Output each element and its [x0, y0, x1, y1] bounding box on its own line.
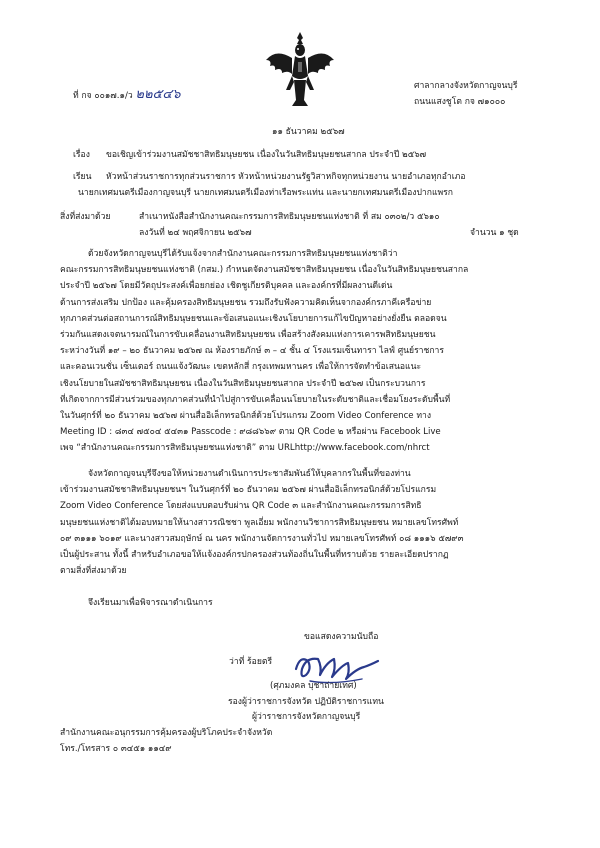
document-number: ที่ กจ ๐๐๑๗.๑/ว ๒๒๕๔๖: [73, 87, 181, 102]
paragraph-line: ระหว่างวันที่ ๑๙ – ๒๐ ธันวาคม ๒๕๖๗ ณ ห้องรายภักษ์ ๓ – ๔ ชั้น ๔ โรงแรมเซ็นทารา ไลฟ์ ศูนย์ราชการ: [60, 346, 444, 357]
signer-title-prefix: ว่าที่ ร้อยตรี: [229, 657, 273, 667]
paragraph-line: และคอนเวนชั่น เซ็นเตอร์ ถนนแจ้งวัฒนะ เขตหลักสี่ กรุงเทพมหานคร เพื่อให้การจัดทำข้อเสนอแนะ: [60, 362, 422, 373]
paragraph-line: Meeting ID : ๘๓๔ ๗๕๐๔ ๕๔๓๑ Passcode : ๙๘๘๖๖๙ ตาม QR Code ๒ หรือผ่าน Facebook Live: [60, 427, 441, 438]
handwritten-number: ๒๒๕๔๖: [135, 87, 181, 102]
body-paragraph-3: จึงเรียนมาเพื่อพิจารณาดำเนินการ: [88, 598, 213, 608]
body-paragraph-2: [60, 466, 530, 579]
footer-office: สำนักงานคณะอนุกรรมการคุ้มครองผู้บริโภคประจำจังหวัด: [60, 728, 273, 738]
paragraph-line: คณะกรรมการสิทธิมนุษยชนแห่งชาติ (กสม.) กำหนดจัดงานสมัชชาสิทธิมนุษยชน เนื่องในวันสิทธิมนุษยชนสากล: [60, 265, 469, 276]
signer-name: (ศุภมงคล บุชาถ่ายเทศ): [270, 681, 357, 691]
paragraph-line: ๐๙ ๓๑๑๑ ๖๐๑๙ และนางสาวสมฤษักษ์ ณ นคร พนักงานจัดการงานทั่วไป หมายเลขโทรศัพท์ ๐๘ ๑๑๑๖ ๕๗๙๓: [60, 533, 464, 544]
enclosure-date: ลงวันที่ ๒๔ พฤศจิกายน ๒๕๖๗: [139, 228, 252, 238]
paragraph-line: มนุษยชนแห่งชาติได้มอบหมายให้นางสาวรณิชชา พูลเอี่ยม พนักงานวิชาการสิทธิมนุษยชน หมายเลขโทรศัพท์: [60, 517, 459, 528]
paragraph-line: ร่วมกันแสดงเจตนารมณ์ในการขับเคลื่อนงานสิทธิมนุษยชน เพื่อสร้างสังคมแห่งการเคารพสิทธิมนุษยชน: [60, 330, 436, 341]
paragraph-line: ด้วยจังหวัดกาญจนบุรีได้รับแจ้งจากสำนักงานคณะกรรมการสิทธิมนุษยชนแห่งชาติว่า: [88, 249, 398, 259]
signer-position: รองผู้ว่าราชการจังหวัด ปฏิบัติราชการแทน: [228, 697, 384, 707]
paragraph-line: ด้านการส่งเสริม ปกป้อง และคุ้มครองสิทธิมนุษยชน รวมถึงรับฟังความคิดเห็นจากองค์กรภาคีเครือข่าย: [60, 297, 432, 308]
paragraph-line: เข้าร่วมงานสมัชชาสิทธิมนุษยชนฯ ในวันศุกร์ที่ ๒๐ ธันวาคม ๒๕๖๗ ผ่านสื่ออิเล็กทรอนิกส์ด้วยโปรแกรม: [60, 485, 437, 496]
garuda-emblem-icon: [262, 30, 338, 108]
enclosure-text: สำเนาหนังสือสำนักงานคณะกรรมการสิทธิมนุษยชนแห่งชาติ ที่ สม ๐๓๐๒/ว ๕๖๑๐: [139, 212, 440, 222]
paragraph-line: เป็นผู้ประสาน ทั้งนี้ สำหรับอำเภอขอให้แจ้งองค์กรปกครองส่วนท้องถิ่นในพื้นที่ทราบด้วย รายละเอียดปรากฏ: [60, 550, 449, 561]
closing-phrase: ขอแสดงความนับถือ: [304, 632, 379, 642]
recipient-label: เรียน: [73, 172, 92, 182]
recipient-line: นายกเทศมนตรีเมืองกาญจนบุรี นายกเทศมนตรีเมืองท่าเรือพระแท่น และนายกเทศมนตรีเมืองปากแพรก: [78, 188, 453, 198]
paragraph-line: ในวันศุกร์ที่ ๒๐ ธันวาคม ๒๕๖๗ ผ่านสื่ออิเล็กทรอนิกส์ด้วยโปรแกรม Zoom Video Conference ทาง: [60, 411, 432, 422]
enclosure-count: จำนวน ๑ ชุด: [470, 228, 519, 238]
paragraph-line: จังหวัดกาญจนบุรีจึงขอให้หน่วยงานดำเนินการประชาสัมพันธ์ให้บุคลากรในพื้นที่ของท่าน: [88, 469, 411, 479]
recipient-line: หัวหน้าส่วนราชการทุกส่วนราชการ หัวหน้าหน่วยงานรัฐวิสาหกิจทุกหน่วยงาน นายอำเภอทุกอำเภอ: [106, 172, 466, 182]
footer-contact: โทร./โทรสาร ๐ ๓๔๕๑ ๑๑๔๙: [60, 744, 172, 754]
paragraph-line: ตามสิ่งที่ส่งมาด้วย: [60, 566, 127, 577]
paragraph-line: ทุกภาคส่วนต่อสถานการณ์สิทธิมนุษยชนและข้อเสนอแนะเชิงนโยบายการแก้ไขปัญหาอย่างยั่งยืน ตลอดจน: [60, 313, 447, 324]
paragraph-line: Zoom Video Conference โดยส่งแบบตอบรับผ่าน QR Code ๓ และสำนักงานคณะกรรมการสิทธิ: [60, 501, 422, 512]
subject-text: ขอเชิญเข้าร่วมงานสมัชชาสิทธิมนุษยชน เนื่องในวันสิทธิมนุษยชนสากล ประจำปี ๒๕๖๗: [106, 150, 427, 160]
issuer-address: ถนนแสงชูโต กจ ๗๑๐๐๐: [414, 97, 506, 107]
document-date: ๑๑ ธันวาคม ๒๕๖๗: [272, 127, 345, 137]
paragraph-line: เพจ “สำนักงานคณะกรรมการสิทธิมนุษยชนแห่งชาติ” ตาม URLhttp://www.facebook.com/nhrct: [60, 443, 430, 454]
paragraph-line: ที่เกิดจากการมีส่วนร่วมของทุกภาคส่วนที่นำไปสู่การขับเคลื่อนนโยบายในระดับชาติและเชื่อมโยงระดับพื้นที่: [60, 394, 451, 405]
paragraph-line: ประจำปี ๒๕๖๗ โดยมีวัตถุประสงค์เพื่อยกย่อง เชิดชูเกียรติบุคคล และองค์กรที่มีผลงานดีเด่น: [60, 281, 393, 292]
issuer-org: ศาลากลางจังหวัดกาญจนบุรี: [414, 81, 518, 91]
enclosure-label: สิ่งที่ส่งมาด้วย: [60, 212, 111, 222]
signer-position: ผู้ว่าราชการจังหวัดกาญจนบุรี: [252, 712, 361, 722]
body-paragraph-1: [60, 246, 530, 457]
paragraph-line: เชิงนโยบายในสมัชชาสิทธิมนุษยชน เนื่องในวันสิทธิมนุษยชนสากล ประจำปี ๒๕๖๗ เป็นกระบวนการ: [60, 378, 426, 389]
subject-label: เรื่อง: [73, 150, 90, 160]
